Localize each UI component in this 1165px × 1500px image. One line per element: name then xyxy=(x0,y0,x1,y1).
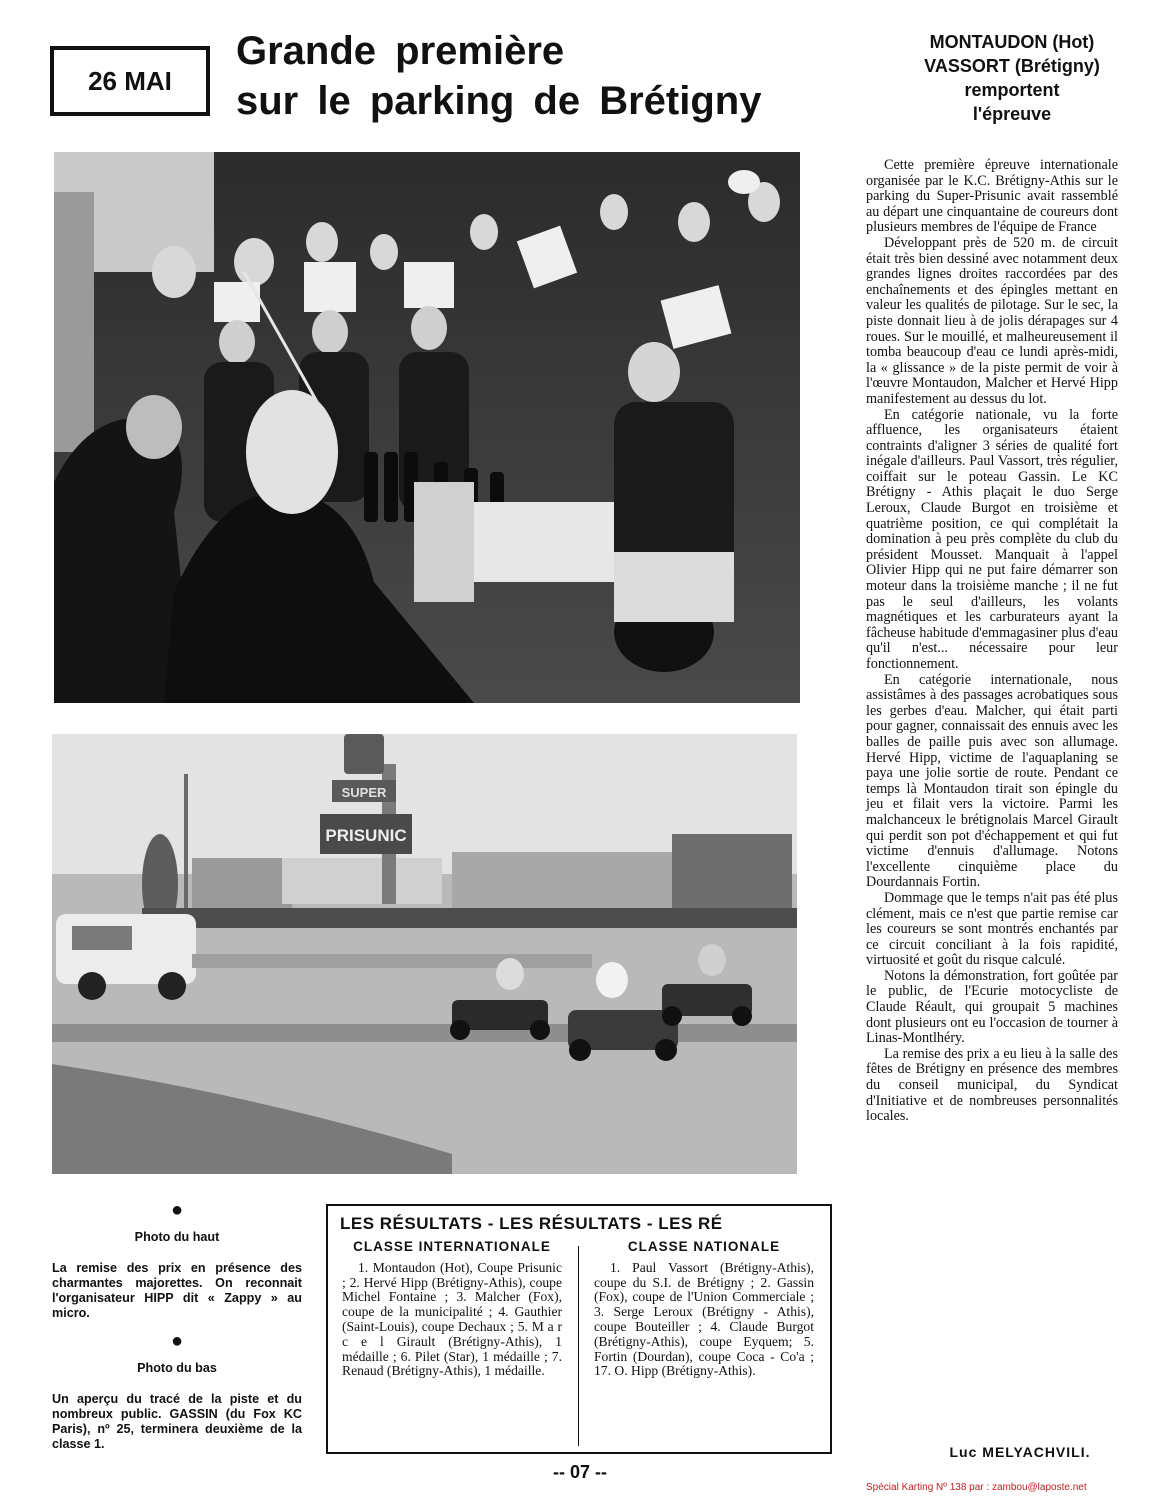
bullet-icon: ● xyxy=(170,1330,184,1352)
date-box xyxy=(50,46,210,116)
results-title: LES RÉSULTATS - LES RÉSULTATS - LES RÉ xyxy=(340,1214,723,1233)
sign-super: SUPER xyxy=(341,785,387,800)
article-paragraph: En catégorie internationale, nous assistâmes à des passages acrobatiques sous les gerbes d'eau. Malcher, qui était parti pour gagner, connaissait des ennuis avec les balles de paille puis avec son allumage. Hervé Hipp, victime de l'aquaplaning se paya une jolie sortie de route. Pendant ce temps là Montaudon tirait son épingle du jeu et filait vers la victoire. Parmi les malchanceux le brétignolais Marcel Girault qui perdit son pot d'échappement et qui fut victime d'ennuis d'allumage. Notons l'excellente cinquième place du Dourdannais Fortin. xyxy=(866,671,1118,891)
results-international xyxy=(336,1240,568,1379)
side-headline xyxy=(862,30,1162,126)
side-headline-line-1: MONTAUDON (Hot) xyxy=(929,32,1095,52)
photo-track-overview xyxy=(52,734,797,1174)
photo-track-overview-illustration xyxy=(52,734,797,1174)
bullet-icon: ● xyxy=(170,1199,184,1221)
photo-prize-ceremony xyxy=(54,152,800,703)
article-body xyxy=(866,158,1118,1125)
caption-bottom-title: Photo du bas xyxy=(137,1361,217,1375)
side-headline-line-4: l'épreuve xyxy=(972,104,1052,124)
caption-top-title: Photo du haut xyxy=(134,1230,220,1244)
article-paragraph: Développant près de 520 m. de circuit était très bien dessiné avec notamment deux grandes lignes droites raccordées par des enchaînements et des épingles mettant en valeur les qualités de pilotage. Sur le sec, la piste donnait lieu à de jolis dérapages sur 4 roues. Sur le mouillé, et malheureusement il tomba beaucoup d'eau ce lundi après-midi, la « glissance » de la piste permit de voir à l'œuvre Montaudon, Malcher et Hervé Hipp manifestement au dessus du lot. xyxy=(866,234,1118,407)
photo-captions xyxy=(52,1196,302,1452)
article-paragraph: La remise des prix a eu lieu à la salle des fêtes de Brétigny en présence des membres du conseil municipal, du Syndicat d'Initiative et de nombreuses personnalités locales. xyxy=(866,1045,1118,1125)
results-box xyxy=(326,1204,832,1454)
article-paragraph: Dommage que le temps n'ait pas été plus clément, mais ce n'est que partie remise car les coureurs se sont montrés enchantés par ce circuit conciliant à la fois rapidité, virtuosité et goût du risque calculé. xyxy=(866,889,1118,969)
side-headline-line-3: remportent xyxy=(964,80,1060,100)
author-signature: Luc MELYACHVILI. xyxy=(949,1444,1091,1460)
article-paragraph: Notons la démonstration, fort goûtée par le public, de l'Ecurie motocycliste de Claude Réault, qui groupait 5 machines dont plusieurs ont eu l'occasion de tourner à Linas-Montlhéry. xyxy=(866,967,1118,1047)
results-divider xyxy=(578,1246,579,1446)
headline-line-2: sur le parking de Brétigny xyxy=(236,79,762,123)
headline-line-1: Grande première xyxy=(236,29,565,73)
side-headline-line-2: VASSORT (Brétigny) xyxy=(924,56,1100,76)
caption-top-body: La remise des prix en présence des charmantes majorettes. On reconnait l'organisateur HIPP dit « Zappy » au micro. xyxy=(52,1261,302,1320)
footer-credit: Spécial Karting Nº 138 par : zambou@laposte.net xyxy=(866,1482,1087,1493)
article-paragraph: Cette première épreuve internationale organisée par le K.C. Brétigny-Athis sur le parking du Super-Prisunic avait rassemblé au départ une cinquantaine de coureurs dont plusieurs membres de l'équipe de France xyxy=(866,157,1118,236)
results-international-heading: CLASSE INTERNATIONALE xyxy=(353,1239,551,1254)
headline xyxy=(236,26,836,126)
article-paragraph: En catégorie nationale, vu la forte affluence, les organisateurs étaient contraints d'aligner 3 séries de qualité fort inégale d'ailleurs. Paul Vassort, très régulier, coiffait sur le poteau Gassin. Le KC Brétigny - Athis plaçait le duo Serge Leroux, Claude Burgot en troisième et quatrième position, ce qui complétait la domination à peu près complète du club du président Mousset. Manquait à l'appel Olivier Hipp qui ne put faire démarrer son moteur dans la troisième manche ; il ne fut pas le seul d'ailleurs, les volants magnétiques et les carburateurs ayant la fâcheuse habitude d'emmagasiner plus d'eau qu'il n'est... nécessaire pour leur fonctionnement. xyxy=(866,406,1118,672)
photo-prize-ceremony-illustration xyxy=(54,152,800,703)
results-international-list: 1. Montaudon (Hot), Coupe Prisunic ; 2. Hervé Hipp (Brétigny-Athis), coupe Michel Fontaine ; 3. Malcher (Fox), coupe de la municipalité ; 4. Gauthier (Saint-Louis), coupe Dechaux ; 5. M a r c e l Girault (Brétigny-Athis), 1 médaille ; 6. Pilet (Star), 1 médaille ; 7. Renaud (Brétigny-Athis), 1 médaille. xyxy=(342,1259,562,1379)
caption-bottom-body: Un aperçu du tracé de la piste et du nombreux public. GASSIN (du Fox KC Paris), nº 25, terminera deuxième de la classe 1. xyxy=(52,1392,302,1451)
results-national-heading: CLASSE NATIONALE xyxy=(627,1239,781,1254)
results-national xyxy=(588,1240,820,1379)
page-number: -- 07 -- xyxy=(553,1462,607,1482)
sign-prisunic: PRISUNIC xyxy=(325,826,407,845)
date-label: 26 MAI xyxy=(88,65,172,96)
results-national-list: 1. Paul Vassort (Brétigny-Athis), coupe du S.I. de Brétigny ; 2. Gassin (Fox), coupe de l'Union Commerciale ; 3. Serge Leroux (Brétigny - Athis), coupe Bouteiller ; 4. Claude Burgot (Brétigny-Athis), coupe Eyquem; 5. Fortin (Dourdan), coupe Coca - Co'a ; 17. O. Hipp (Brétigny-Athis). xyxy=(594,1259,814,1379)
